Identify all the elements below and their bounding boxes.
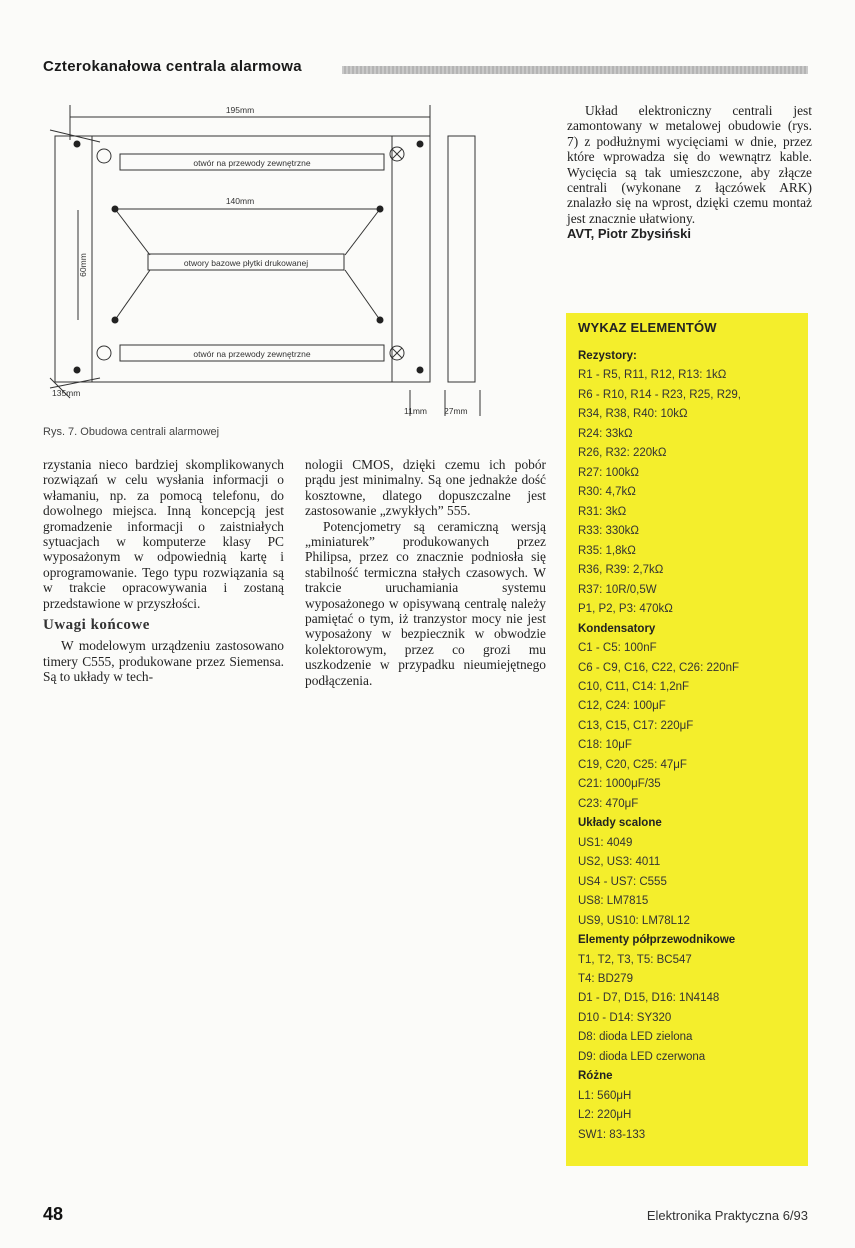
parts-item: T4: BD279 (578, 973, 633, 985)
pcb-hole-dot (112, 206, 119, 213)
parts-item: R30: 4,7kΩ (578, 486, 636, 499)
parts-item: P1, P2, P3: 470kΩ (578, 603, 673, 616)
text-column-3 (567, 103, 812, 242)
paragraph: W modelowym urządzeniu zastosowano timery C555, produkowane przez Siemensa. Są to układy w tech- (43, 638, 284, 685)
parts-item: R35: 1,8kΩ (578, 544, 636, 557)
parts-list-title: WYKAZ ELEMENTÓW (578, 320, 717, 335)
parts-item: C12, C24: 100μF (578, 700, 666, 713)
paragraph: Układ elektroniczny centrali jest zamontowany w metalowej obudowie (rys. 7) z podłużnymi wycięciami w dnie, przez które wprowadza się do wewnątrz kable. Wycięcia są tak umieszczone, aby złącze centrali (wykonane z łączówek ARK) znalazło się na wprost, dzięki czemu montaż jest znacznie ułatwiony. (567, 103, 812, 226)
pcb-hole-dot (377, 317, 384, 324)
mount-hole-bottom-left (97, 346, 111, 360)
text-column-2 (305, 457, 546, 688)
parts-item: C6 - C9, C16, C22, C26: 220nF (578, 661, 740, 674)
paragraph: rzystania nieco bardziej skomplikowanych rozwiązań w celu wysłania informacji o włamaniu, np. za pomocą telefonu, do dowolnego miejsca. Inną koncepcją jest gromadzenie informacji o zaistniałych sytuacjach w komputerze klasy PC wyposażonym w odpowiednią kartę i oprogramowanie. Tego typu rozwiązania są w trakcie opracowywania i zostaną przedstawione w przyszłości. (43, 457, 284, 611)
parts-item: C10, C11, C14: 1,2nF (578, 680, 690, 693)
parts-item: C1 - C5: 100nF (578, 642, 657, 655)
top-slot-label: otwór na przewody zewnętrzne (193, 158, 311, 168)
dim-side-b: 27mm (444, 406, 468, 416)
parts-item: C13, C15, C17: 220μF (578, 719, 694, 732)
parts-category: Układy scalone (578, 817, 662, 830)
parts-item: US2, US3: 4011 (578, 856, 661, 869)
screw-dot (417, 367, 424, 374)
parts-list-box (566, 313, 808, 1166)
screw-dot (74, 141, 81, 148)
parts-item: R26, R32: 220kΩ (578, 447, 667, 460)
parts-item: T1, T2, T3, T5: BC547 (578, 953, 692, 966)
parts-category: Różne (578, 1070, 613, 1083)
parts-item: R31: 3kΩ (578, 505, 627, 518)
parts-item: C19, C20, C25: 47μF (578, 758, 687, 771)
dim-depth: 135mm (52, 388, 81, 398)
parts-item: US4 - US7: C555 (578, 875, 667, 888)
dim-width-inner: 140mm (225, 196, 255, 206)
parts-item: C21: 1000μF/35 (578, 778, 661, 791)
parts-category: Elementy półprzewodnikowe (578, 934, 736, 947)
parts-item: R36, R39: 2,7kΩ (578, 564, 664, 577)
header-rule (342, 66, 808, 74)
section-heading: Uwagi końcowe (43, 617, 150, 634)
page-number: 48 (43, 1204, 64, 1224)
parts-item: R6 - R10, R14 - R23, R25, R29, (578, 388, 741, 401)
dim-height: 60mm (78, 253, 88, 277)
parts-item: D9: dioda LED czerwona (578, 1050, 706, 1063)
parts-item: R33: 330kΩ (578, 525, 640, 538)
parts-item: R27: 100kΩ (578, 466, 640, 479)
parts-item: R37: 10R/0,5W (578, 583, 657, 596)
pcb-hole-dot (377, 206, 384, 213)
dim-width-total: 195mm (225, 105, 255, 115)
enclosure-diagram (40, 100, 490, 420)
parts-item: R34, R38, R40: 10kΩ (578, 408, 688, 421)
parts-item: US1: 4049 (578, 836, 633, 849)
article-title: Czterokanałowa centrala alarmowa (43, 58, 302, 75)
paragraph: Potencjometry są ceramiczną wersją „miniaturek” produkowanych przez Philipsa, przez co znacznie podniosła się stabilność termiczna stałych czasowych. W trakcie uruchamiania systemu wyposażonego w opisywaną centralę należy pamiętać o tym, iż tranzystor mocy nie jest wyposażony w bezpiecznik w obwodzie kolektorowym, przez co grozi mu uszkodzenie w przypadku nieumiejętnego podłączenia. (305, 518, 546, 688)
text-column-1 (43, 457, 284, 685)
parts-item: L1: 560μH (578, 1089, 632, 1102)
figure-caption: Rys. 7. Obudowa centrali alarmowej (43, 426, 220, 438)
parts-list (578, 347, 803, 1145)
parts-item: US9, US10: LM78L12 (578, 914, 690, 927)
parts-category: Kondensatory (578, 622, 656, 635)
parts-item: US8: LM7815 (578, 895, 649, 908)
author-line: AVT, Piotr Zbysiński (567, 226, 692, 242)
center-label: otwory bazowe płytki drukowanej (183, 258, 309, 268)
parts-category: Rezystory: (578, 350, 637, 362)
side-view-outline (448, 136, 475, 382)
screw-dot (417, 141, 424, 148)
parts-item: C18: 10μF (578, 739, 632, 752)
parts-item: SW1: 83-133 (578, 1128, 646, 1141)
parts-item: R1 - R5, R11, R12, R13: 1kΩ (578, 369, 727, 382)
bottom-slot-label: otwór na przewody zewnętrzne (193, 349, 311, 359)
mount-hole-top-left (97, 149, 111, 163)
parts-item: R24: 33kΩ (578, 427, 633, 440)
dim-side-a: 11mm (404, 406, 427, 416)
paragraph: nologii CMOS, dzięki czemu ich pobór prądu jest minimalny. Są one jednakże dość kosztowne, dlatego dopuszczalne jest zastosowanie „zwykłych” 555. (305, 457, 546, 519)
parts-item: C23: 470μF (578, 797, 639, 810)
screw-dot (74, 367, 81, 374)
journal-issue: Elektronika Praktyczna 6/93 (646, 1208, 808, 1223)
parts-item: D8: dioda LED zielona (578, 1031, 693, 1044)
parts-item: D10 - D14: SY320 (578, 1011, 672, 1024)
parts-item: L2: 220μH (578, 1109, 632, 1122)
parts-item: D1 - D7, D15, D16: 1N4148 (578, 992, 720, 1005)
pcb-hole-dot (112, 317, 119, 324)
